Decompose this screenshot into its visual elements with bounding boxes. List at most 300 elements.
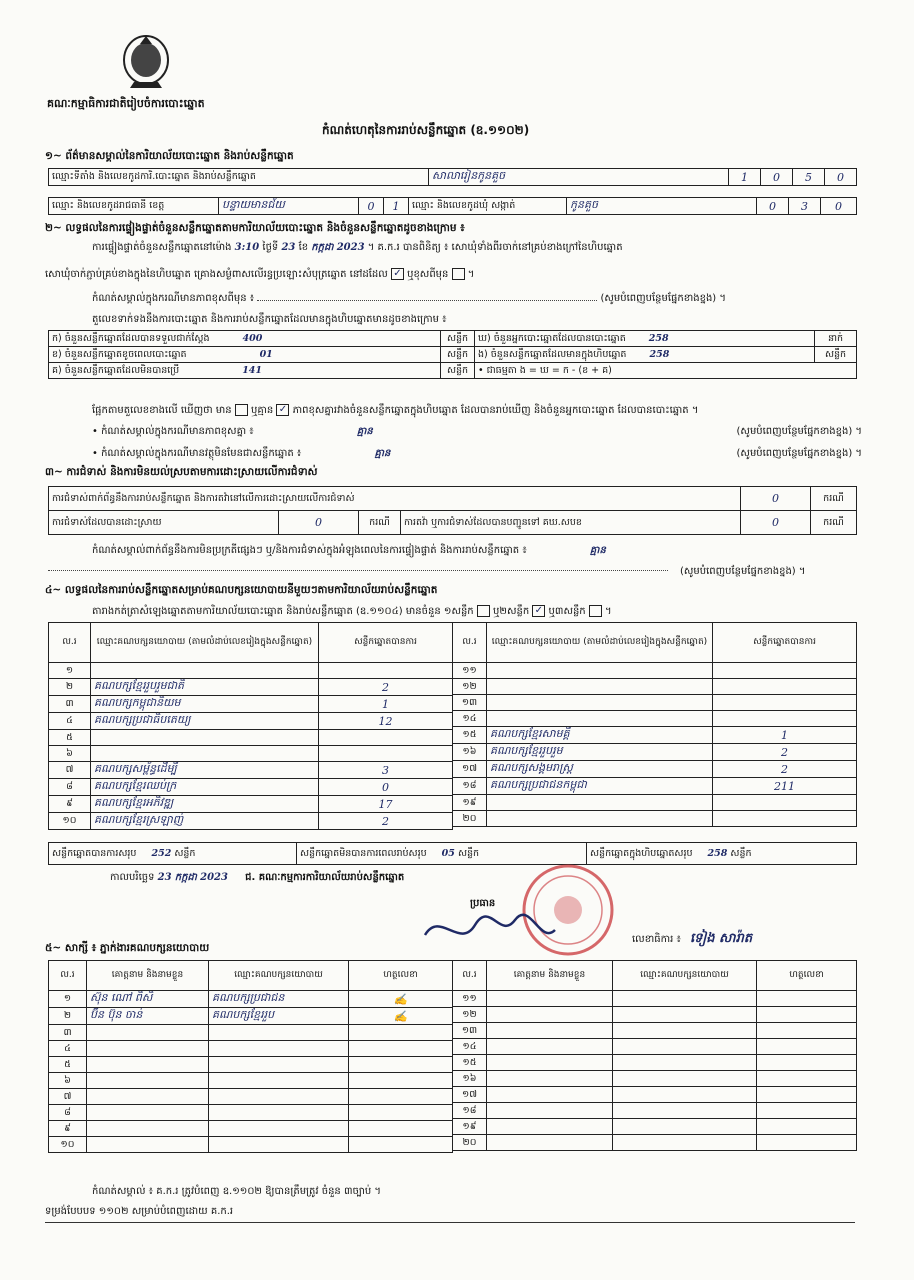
resolved-label: ការជំទាស់ដែលបានដោះស្រាយ xyxy=(49,511,279,535)
vote-count xyxy=(319,663,453,679)
vote-count: 2 xyxy=(713,744,857,761)
column-header: សន្លឹកឆ្នោតបានការ xyxy=(319,623,453,663)
totals-table xyxy=(48,842,857,865)
witness-name xyxy=(487,1023,613,1039)
commune-code-digit: 0 xyxy=(821,198,857,215)
row-number: ៧ xyxy=(49,1089,87,1105)
row-number: ១១ xyxy=(453,663,487,679)
witness-row xyxy=(49,1008,453,1025)
party-name xyxy=(487,663,713,679)
witness-signature xyxy=(349,1089,453,1105)
party-name xyxy=(487,679,713,695)
row-number: ៤ xyxy=(49,1041,87,1057)
vote-count xyxy=(713,795,857,811)
party-name: គណបក្សខ្មែរសាមគ្គី xyxy=(487,727,713,744)
no-difference-checkbox[interactable]: ✓ xyxy=(276,404,289,416)
witness-row xyxy=(49,1073,453,1089)
one-sheet-checkbox[interactable] xyxy=(477,605,490,617)
witness-name xyxy=(487,1039,613,1055)
result-row xyxy=(49,796,453,813)
row-number: ៥ xyxy=(49,1057,87,1073)
result-row xyxy=(49,679,453,696)
three-sheets-label: ឬ៣សន្លឹក xyxy=(548,606,586,617)
witness-name xyxy=(487,1071,613,1087)
result-row xyxy=(453,811,857,827)
form-footer: ទម្រង់បែបបទ ១១០២ សម្រាប់បំពេញដោយ គ.ក.រ xyxy=(45,1206,234,1217)
party-name xyxy=(487,695,713,711)
row-number: ១១ xyxy=(453,991,487,1007)
party-name xyxy=(91,663,319,679)
row-number: ៣ xyxy=(49,696,91,713)
witness-party xyxy=(613,1055,757,1071)
witness-signature: ✍ xyxy=(349,1008,453,1025)
row-number: ១២ xyxy=(453,1007,487,1023)
chair-signature-icon xyxy=(420,905,560,955)
witness-name xyxy=(87,1041,209,1057)
row-number: ១៣ xyxy=(453,695,487,711)
row-number: ៣ xyxy=(49,1025,87,1041)
discrepancy-text-end: ភាពខុសគ្នារវាងចំនួនសន្លឹកឆ្នោតក្នុងហិបឆ្នោត ដែលបានរាប់ឃើញ និងចំនួនអ្នកបោះឆ្នោត ដែលបានបោះឆ្នោត ។ xyxy=(292,405,699,416)
vote-count xyxy=(713,679,857,695)
party-name: គណបក្សប្រជាធិបតេយ្យ xyxy=(91,713,319,730)
day-label: ថ្ងៃទី xyxy=(262,242,279,253)
voters-value: 258 xyxy=(648,332,669,344)
row-number: ៩ xyxy=(49,1121,87,1137)
row-number: ៦ xyxy=(49,1073,87,1089)
witness-signature xyxy=(757,1119,857,1135)
results-table-right xyxy=(452,622,857,827)
voters-label: ឃ) ចំនួនអ្នកបោះឆ្នោតដែលបានបោះឆ្នោត xyxy=(478,332,626,344)
column-header: គោត្តនាម និងនាមខ្លួន xyxy=(87,961,209,991)
row-number: ១៩ xyxy=(453,1119,487,1135)
forwarded-label: ការតវ៉ា ឬការជំទាស់ដែលបានបញ្ជូនទៅ គឃ.សបខ xyxy=(401,511,741,535)
witness-signature xyxy=(757,991,857,1007)
vote-count xyxy=(713,663,857,679)
witness-signature xyxy=(349,1057,453,1073)
ballots-in-box-label: ង) ចំនួនសន្លឹកឆ្នោតដែលមានក្នុងហិបឆ្នោត xyxy=(478,348,627,360)
foreign-object-remark xyxy=(92,448,862,460)
difference-remark xyxy=(92,426,862,438)
row-number: ១៣ xyxy=(453,1023,487,1039)
row-number: ១៧ xyxy=(453,1087,487,1103)
witness-party xyxy=(613,1071,757,1087)
no-difference-label: ឬគ្មាន xyxy=(251,405,274,416)
witness-party: គណបក្សខ្មែររួប xyxy=(209,1008,349,1025)
result-row xyxy=(453,744,857,761)
result-row xyxy=(49,713,453,730)
commune-code-digit: 3 xyxy=(789,198,821,215)
column-header: ល.រ xyxy=(453,623,487,663)
witness-name xyxy=(87,1121,209,1137)
witness-party xyxy=(209,1089,349,1105)
two-sheets-checkbox[interactable]: ✓ xyxy=(532,605,545,617)
vote-count: 2 xyxy=(319,679,453,696)
witness-name xyxy=(487,1087,613,1103)
party-name: គណបក្សសម្ព័ន្ធដើម្បី xyxy=(91,762,319,779)
commune-value: កូនគួច xyxy=(567,198,757,215)
total-in-box-label: សន្លឹកឆ្នោតក្នុងហិបឆ្នោតសរុប xyxy=(590,847,693,859)
difference-remark-hint: (សូមបំពេញបន្ថែមផ្នែកខាងខ្នង) ។ xyxy=(736,426,862,437)
date-label: កាលបរិច្ឆេទ xyxy=(110,872,155,883)
witness-signature xyxy=(349,1121,453,1137)
result-row xyxy=(453,795,857,811)
witness-party xyxy=(209,1137,349,1153)
witness-party xyxy=(209,1121,349,1137)
objections-count-value: 0 xyxy=(741,487,811,511)
vote-count: 1 xyxy=(319,696,453,713)
witness-signature xyxy=(757,1055,857,1071)
changed-label: ឬខុសពីមុន xyxy=(407,269,449,280)
result-row xyxy=(49,813,453,830)
total-invalid-value: 05 xyxy=(441,847,455,859)
province-code-digit: 0 xyxy=(359,198,384,215)
witness-party xyxy=(613,1135,757,1151)
spoiled-ballots-value: 01 xyxy=(259,348,273,360)
witness-row xyxy=(453,1071,857,1087)
witness-signature xyxy=(349,1137,453,1153)
foreign-object-label: • កំណត់សម្គាល់ក្នុងករណីមានវត្ថុមិនមែនជាសន្លឹកឆ្នោត ៖ xyxy=(92,448,302,459)
party-name: គណបក្សខ្មែរស្រឡាញ់ xyxy=(91,813,319,830)
difference-remark-label: • កំណត់សម្គាល់ក្នុងករណីមានភាពខុសគ្នា ៖ xyxy=(92,426,254,437)
row-number: ១៨ xyxy=(453,778,487,795)
section1-heading: ១~ ព័ត៌មានសម្គាល់នៃការិយាល័យបោះឆ្នោត និងរាប់សន្លឹកឆ្នោត xyxy=(45,150,294,162)
row-number: ១០ xyxy=(49,1137,87,1153)
column-header: ល.រ xyxy=(49,961,87,991)
difference-note-line xyxy=(92,293,862,305)
spoiled-ballots-label: ខ) ចំនួនសន្លឹកឆ្នោតខូចពេលបោះឆ្នោត xyxy=(52,348,187,360)
witness-row xyxy=(49,1041,453,1057)
witness-signature xyxy=(757,1103,857,1119)
party-name xyxy=(91,730,319,746)
witness-party xyxy=(209,1073,349,1089)
tally-sheet-text: តារាងកត់ត្រាសំឡេងឆ្នោតតាមការិយាល័យបោះឆ្នោត និងរាប់សន្លឹកឆ្នោត (ឧ.១១០៤) មានចំនួន ១សន្លឹក xyxy=(92,606,474,617)
resolved-value: 0 xyxy=(279,511,359,535)
total-invalid-label: សន្លឹកឆ្នោតមិនបានការពេលរាប់សរុប xyxy=(300,847,427,859)
row-number: ១៦ xyxy=(453,1071,487,1087)
witness-row xyxy=(49,1121,453,1137)
witness-signature xyxy=(757,1087,857,1103)
witness-name xyxy=(487,991,613,1007)
section5-heading: ៥~ សាក្សី ៖ ភ្នាក់ងារគណបក្សនយោបាយ xyxy=(45,942,210,954)
verification-time: 3:10 xyxy=(234,242,260,253)
document-title: កំណត់ហេតុនៃការរាប់សន្លឹកឆ្នោត (ឧ.១១០២) xyxy=(322,123,530,137)
vote-count: 17 xyxy=(319,796,453,813)
party-name: គណបក្សខ្មែរអភិវឌ្ឍ xyxy=(91,796,319,813)
witness-name xyxy=(87,1105,209,1121)
unused-ballots-value: 141 xyxy=(242,364,263,376)
unused-ballots-label: គ) ចំនួនសន្លឹកឆ្នោតដែលមិនបានប្រើ xyxy=(52,364,180,376)
changed-checkbox[interactable] xyxy=(452,268,465,280)
witness-row xyxy=(49,991,453,1008)
witness-party xyxy=(613,1119,757,1135)
row-number: ២០ xyxy=(453,811,487,827)
date-line xyxy=(110,872,404,884)
column-header: សន្លឹកឆ្នោតបានការ xyxy=(713,623,857,663)
result-row xyxy=(49,779,453,796)
vote-count: 2 xyxy=(713,761,857,778)
secretary-line: លេខាធិការ ៖ ទៀង សារ៉ាត xyxy=(632,931,753,946)
verification-year: 2023 xyxy=(336,242,365,253)
column-header: ឈ្មោះគណបក្សនយោបាយ (តាមលំដាប់លេខរៀងក្នុងសន្លឹកឆ្នោត) xyxy=(487,623,713,663)
secretary-label: លេខាធិការ xyxy=(632,934,674,945)
row-number: ១៥ xyxy=(453,727,487,744)
row-number: ២០ xyxy=(453,1135,487,1151)
vote-count: 3 xyxy=(319,762,453,779)
foreign-object-hint: (សូមបំពេញបន្ថែមផ្នែកខាងខ្នង) ។ xyxy=(736,448,862,459)
row-number: ២ xyxy=(49,679,91,696)
result-row xyxy=(49,663,453,679)
vote-count xyxy=(319,730,453,746)
row-number: ១ xyxy=(49,663,91,679)
witness-name: ប៊ិន ប៊ុន ចាន់ xyxy=(87,1008,209,1025)
result-row xyxy=(453,778,857,795)
province-value: បន្ទាយមានជ័យ xyxy=(219,198,359,215)
difference-note-label: កំណត់សម្គាល់ក្នុងករណីមានភាពខុសពីមុន ៖ xyxy=(92,293,255,304)
unit: សន្លឹក xyxy=(730,847,752,859)
witness-row xyxy=(453,1039,857,1055)
witness-name xyxy=(87,1073,209,1089)
station-code-digit: 0 xyxy=(761,169,793,186)
foreign-object-value: គ្មាន xyxy=(374,448,391,459)
station-code-digit: 1 xyxy=(729,169,761,186)
voters-unit: នាក់ xyxy=(815,331,857,347)
row-number: ១៨ xyxy=(453,1103,487,1119)
result-row xyxy=(49,730,453,746)
witness-table-right xyxy=(452,960,857,1151)
party-name: គណបក្សកម្ពុជានិយម xyxy=(91,696,319,713)
party-name: គណបក្សខ្មែរឈប់ក្រ xyxy=(91,779,319,796)
unit: សន្លឹក xyxy=(441,347,475,363)
date-year: 2023 xyxy=(200,872,228,883)
station-code-digit: 5 xyxy=(793,169,825,186)
witness-signature xyxy=(757,1007,857,1023)
commune-label: ឈ្មោះ និងលេខកូដឃុំ សង្កាត់ xyxy=(409,198,567,215)
total-valid-value: 252 xyxy=(151,847,172,859)
witness-signature: ✍ xyxy=(349,991,453,1008)
witness-party xyxy=(613,1039,757,1055)
secretary-name: ទៀង សារ៉ាត xyxy=(690,931,753,946)
witness-row xyxy=(49,1105,453,1121)
column-header: គោត្តនាម និងនាមខ្លួន xyxy=(487,961,613,991)
witness-table-left xyxy=(48,960,453,1153)
vote-count: 0 xyxy=(319,779,453,796)
witness-name xyxy=(487,1119,613,1135)
witness-signature xyxy=(349,1025,453,1041)
witness-signature xyxy=(757,1023,857,1039)
witness-row xyxy=(453,1007,857,1023)
irregularity-hint: (សូមបំពេញបន្ថែមផ្នែកខាងខ្នង) ។ xyxy=(680,566,806,577)
irregularity-label: កំណត់សម្គាល់ពាក់ព័ន្ធនឹងការមិនប្រក្រតីផ្សេងៗ ឬ/និងការជំទាស់ក្នុងអំឡុងពេលនៃការផ្ទៀងផ្ទាត់ និងការរាប់សន្លឹកឆ្នោត ៖ xyxy=(92,545,527,556)
witness-row xyxy=(453,1055,857,1071)
witness-name xyxy=(87,1137,209,1153)
result-row xyxy=(453,727,857,744)
unit: សន្លឹក xyxy=(174,847,196,859)
nec-emblem-icon xyxy=(120,32,172,92)
vote-count: 2 xyxy=(319,813,453,830)
unit: សន្លឹក xyxy=(441,331,475,347)
row-number: ១៤ xyxy=(453,711,487,727)
organization-name: គណៈកម្មាធិការជាតិរៀបចំការបោះឆ្នោត xyxy=(47,97,205,110)
witness-name xyxy=(487,1055,613,1071)
unit: សន្លឹក xyxy=(815,347,857,363)
vote-count xyxy=(319,746,453,762)
result-row xyxy=(453,679,857,695)
verification-day: 23 xyxy=(281,242,296,253)
lock-status-line: សោឃុំចាក់ភ្ជាប់គ្រប់ខាងក្នុងនៃហិបឆ្នោត គ្រោងសម្ងំពាសលើរន្ធប្រឡោះសំបុត្រឆ្នោត នៅដដែល ✓ ឬខុសពីមុន ។ xyxy=(45,268,475,280)
received-ballots-label: ក) ចំនួនសន្លឹកឆ្នោតដែលបានទទួលជាក់ស្តែង xyxy=(52,332,210,344)
difference-note-hint: (សូមបំពេញបន្ថែមផ្នែកខាងខ្នង) ។ xyxy=(600,293,726,304)
witness-row xyxy=(453,1023,857,1039)
discrepancy-line xyxy=(92,404,698,417)
row-number: ៧ xyxy=(49,762,91,779)
row-number: ១០ xyxy=(49,813,91,830)
result-row xyxy=(49,762,453,779)
row-number: ១៩ xyxy=(453,795,487,811)
objections-count-label: ការជំទាស់ពាក់ព័ន្ធនឹងការរាប់សន្លឹកឆ្នោត និងការតវ៉ានៅលើការដោះស្រាយលើការជំទាស់ xyxy=(49,487,741,511)
unit: សន្លឹក xyxy=(457,847,480,859)
row-number: ១៧ xyxy=(453,761,487,778)
column-header: ហត្ថលេខា xyxy=(757,961,857,991)
witness-party xyxy=(209,1105,349,1121)
forwarded-value: 0 xyxy=(741,511,811,535)
tally-sheet-line: តារាងកត់ត្រាសំឡេងឆ្នោតតាមការិយាល័យបោះឆ្នោត និងរាប់សន្លឹកឆ្នោត (ឧ.១១០៤) មានចំនួន ១សន្លឹក ឬ២សន្លឹក ✓ ឬ៣សន្លឹក ។ xyxy=(92,605,612,617)
result-row xyxy=(453,711,857,727)
row-number: ២ xyxy=(49,1008,87,1025)
witness-name xyxy=(487,1103,613,1119)
formula: • ជាធម្មតា ង = ឃ = ក - (ខ + គ) xyxy=(475,363,857,379)
party-name xyxy=(487,811,713,827)
witness-signature xyxy=(349,1041,453,1057)
witness-row xyxy=(453,1087,857,1103)
party-name xyxy=(487,711,713,727)
total-in-box-value: 258 xyxy=(707,847,728,859)
commune-code-digit: 0 xyxy=(757,198,789,215)
witness-row xyxy=(49,1089,453,1105)
vote-count xyxy=(713,811,857,827)
column-header: ឈ្មោះគណបក្សនយោបាយ (តាមលំដាប់លេខរៀងក្នុងសន្លឹកឆ្នោត) xyxy=(91,623,319,663)
unchanged-checkbox[interactable]: ✓ xyxy=(391,268,404,280)
witness-party xyxy=(613,1103,757,1119)
witness-party xyxy=(209,1057,349,1073)
verification-month: កក្កដា xyxy=(311,242,334,253)
column-header: ហត្ថលេខា xyxy=(349,961,453,991)
station-code-digit: 0 xyxy=(825,169,857,186)
witness-row xyxy=(49,1025,453,1041)
party-name xyxy=(487,795,713,811)
vote-count xyxy=(713,695,857,711)
witness-name: ស៊ុន ណៅ ពិសិ xyxy=(87,991,209,1008)
unit: សន្លឹក xyxy=(441,363,475,379)
row-number: ៨ xyxy=(49,779,91,796)
party-name xyxy=(91,746,319,762)
row-number: ៩ xyxy=(49,796,91,813)
unit: ករណី xyxy=(811,511,857,535)
ballots-in-box-value: 258 xyxy=(649,348,670,360)
section4-heading: ៤~ លទ្ធផលនៃការរាប់សន្លឹកឆ្នោតសម្រាប់គណបក្សនយោបាយនីមួយៗតាមការិយាល័យរាប់សន្លឹកឆ្នោត xyxy=(45,584,438,596)
verification-text: ការផ្ទៀងផ្ទាត់ចំនួនសន្លឹកឆ្នោតនៅម៉ោង xyxy=(92,242,232,253)
station-label: ឈ្មោះទីតាំង និងលេខកូដការិ.បោះឆ្នោត និងរាប់សន្លឹកឆ្នោត xyxy=(49,169,429,186)
province-commune-table xyxy=(48,197,857,215)
witness-signature xyxy=(757,1039,857,1055)
witness-name xyxy=(487,1135,613,1151)
witness-signature xyxy=(349,1073,453,1089)
unit: ករណី xyxy=(359,511,401,535)
row-number: ១ xyxy=(49,991,87,1008)
verification-text-end: ។ គ.ក.រ បានពិនិត្យ ៖ សោឃុំទាំងពីរចាក់នៅគ្រប់ខាងក្រៅនៃហិបឆ្នោត xyxy=(367,242,623,253)
vote-count: 1 xyxy=(713,727,857,744)
date-day: 23 xyxy=(157,872,172,883)
witness-name xyxy=(87,1025,209,1041)
witness-party: គណបក្សប្រជាជន xyxy=(209,991,349,1008)
witness-party xyxy=(613,1087,757,1103)
province-code-digit: 1 xyxy=(384,198,409,215)
three-sheets-checkbox[interactable] xyxy=(589,605,602,617)
station-value: សាលារៀនកូនគួច xyxy=(429,169,729,186)
total-valid-label: សន្លឹកឆ្នោតបានការសរុប xyxy=(52,847,137,859)
row-number: ៦ xyxy=(49,746,91,762)
party-name: គណបក្សសង្គមរាស្ត្រ xyxy=(487,761,713,778)
results-table-left xyxy=(48,622,453,830)
row-number: ៨ xyxy=(49,1105,87,1121)
has-difference-checkbox[interactable] xyxy=(235,404,248,416)
result-row xyxy=(49,746,453,762)
witness-party xyxy=(613,1023,757,1039)
section3-heading: ៣~ ការជំទាស់ និងការមិនយល់ស្របតាមការដោះស្រាយលើការជំទាស់ xyxy=(45,466,318,478)
result-row xyxy=(453,695,857,711)
vote-count xyxy=(713,711,857,727)
committee-label: ជ. គណៈកម្មការការិយាល័យរាប់សន្លឹកឆ្នោត xyxy=(245,872,405,883)
province-label: ឈ្មោះ និងលេខកូដរាជធានី ខេត្ត xyxy=(49,198,219,215)
row-number: ៥ xyxy=(49,730,91,746)
irregularity-note xyxy=(92,545,862,557)
witness-signature xyxy=(349,1105,453,1121)
row-number: ១៥ xyxy=(453,1055,487,1071)
row-number: ១៤ xyxy=(453,1039,487,1055)
witness-party xyxy=(209,1025,349,1041)
witness-party xyxy=(613,1007,757,1023)
unit: ករណី xyxy=(811,487,857,511)
chair-label: ប្រធាន xyxy=(470,898,496,909)
witness-row xyxy=(453,1119,857,1135)
witness-name xyxy=(87,1089,209,1105)
difference-remark-value: គ្មាន xyxy=(356,426,373,437)
result-row xyxy=(453,761,857,778)
column-header: ល.រ xyxy=(453,961,487,991)
lock-status-text: សោឃុំចាក់ភ្ជាប់គ្រប់ខាងក្នុងនៃហិបឆ្នោត គ្រោងសម្ងំពាសលើរន្ធប្រឡោះសំបុត្រឆ្នោត នៅដដែល xyxy=(45,269,388,280)
closing-note: កំណត់សម្គាល់ ៖ គ.ក.រ ត្រូវបំពេញ ឧ.១១០២ ឱ្យបានត្រឹមត្រូវ ចំនួន ៣ច្បាប់ ។ xyxy=(92,1186,381,1197)
vote-count: 211 xyxy=(713,778,857,795)
party-name: គណបក្សខ្មែររួបរួម xyxy=(487,744,713,761)
column-header: ឈ្មោះគណបក្សនយោបាយ xyxy=(209,961,349,991)
vote-count: 12 xyxy=(319,713,453,730)
date-month: កក្កដា xyxy=(174,872,197,883)
witness-name xyxy=(87,1057,209,1073)
row-number: ១៦ xyxy=(453,744,487,761)
discrepancy-text: ផ្អែកតាមតួលេខខាងលើ ឃើញថា មាន xyxy=(92,405,232,416)
month-label: ខែ xyxy=(298,242,309,253)
verification-line xyxy=(92,242,623,254)
irregularity-value: គ្មាន xyxy=(589,545,606,556)
column-header: ល.រ xyxy=(49,623,91,663)
figures-intro: តួលេខទាក់ទងនឹងការបោះឆ្នោត និងការរាប់សន្លឹកឆ្នោតដែលមានក្នុងហិបឆ្នោតមានដូចខាងក្រោម ៖ xyxy=(92,314,447,325)
witness-signature xyxy=(757,1071,857,1087)
witness-party xyxy=(613,991,757,1007)
party-name: គណបក្សខ្មែររួបរួមជាតិ xyxy=(91,679,319,696)
figures-table xyxy=(48,330,857,379)
row-number: ៤ xyxy=(49,713,91,730)
witness-row xyxy=(453,1135,857,1151)
received-ballots-value: 400 xyxy=(242,332,263,344)
